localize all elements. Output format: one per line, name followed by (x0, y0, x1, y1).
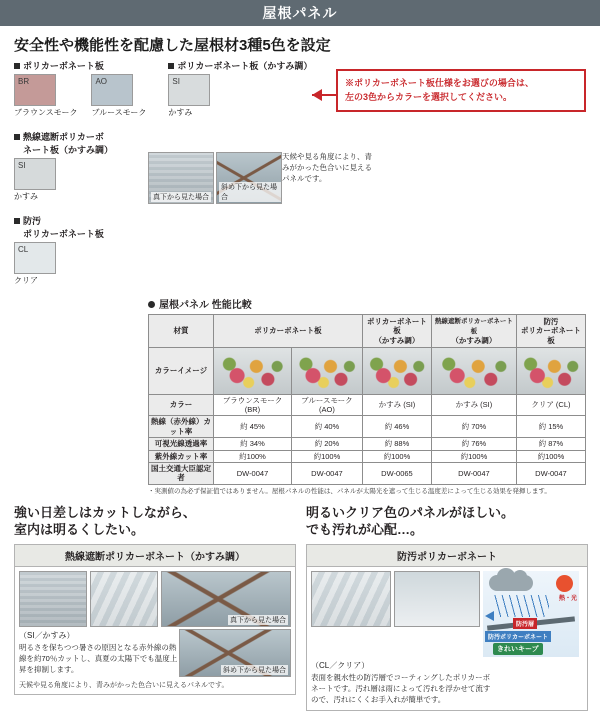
bottom-left-column (14, 504, 296, 711)
cell: 約100% (362, 450, 431, 462)
panel-antifoul (306, 544, 588, 711)
cell: 約 87% (516, 438, 585, 450)
cell: ブラウンスモーク (BR) (214, 394, 292, 416)
photo-under-view (148, 152, 214, 204)
panel-antifoul-title: 防汚ポリカーボネート (307, 545, 587, 567)
bottom-left-footnote: 天候や見る角度により、青みがかった色合いに見えるパネルです。 (19, 681, 229, 689)
swatch-label-si-1: かすみ (168, 108, 193, 117)
row-label-vis: 可視光線透過率 (149, 438, 214, 450)
swatch-color-br (14, 74, 56, 106)
photo-caption-under: 真下から見た場合 (153, 194, 209, 201)
row-label-image: カラーイメージ (149, 347, 214, 394)
row-label-cert: 国土交通大臣認定者 (149, 462, 214, 484)
cell: DW-0065 (362, 462, 431, 484)
th-material: 材質 (149, 315, 214, 348)
cell: 約 15% (516, 416, 585, 438)
note-box (336, 69, 586, 112)
row-label-uv: 紫外線カット率 (149, 450, 214, 462)
photo-slant-view (216, 152, 282, 204)
flower-photo (214, 348, 291, 394)
antifoul-layer-label: 防汚層 (513, 618, 537, 629)
swatch-code-cl: CL (18, 245, 29, 254)
flow-arrow-icon (485, 611, 494, 621)
cell: DW-0047 (214, 462, 292, 484)
bottom-left-color-label: （SI／かすみ） (19, 630, 75, 640)
sun-label: 熱・光 (558, 595, 577, 602)
bullet-square-icon (168, 63, 174, 69)
group-heatcut-title: 熱線遮断ポリカーボ ネート板（かすみ調） (14, 130, 314, 156)
group-antifoul-title: 防汚 ポリカーボネート板 (14, 214, 314, 240)
thumb-texture (90, 571, 158, 627)
cell: 約 76% (431, 438, 516, 450)
photo-strip (148, 152, 282, 204)
flower-photo (363, 348, 431, 394)
cell: 約 40% (291, 416, 362, 438)
thumb-caption-under: 真下から見た場合 (230, 616, 286, 624)
cell: 約100% (431, 450, 516, 462)
bottom-right-column (306, 504, 588, 711)
cell: ブルースモーク (AO) (291, 394, 362, 416)
cell: かすみ (SI) (362, 394, 431, 416)
note-line-1: ※ポリカーボネート板仕様をお選びの場合は、 (345, 78, 534, 88)
photo-sidenote: 天候や見る角度により、青みがかった色合いに見えるパネルです。 (282, 152, 372, 183)
swatch-ao (91, 74, 146, 118)
th-poly-kasumi: ポリカーボネート板 （かすみ調） (362, 315, 431, 348)
flower-photo (517, 348, 585, 394)
cell: 約 20% (291, 438, 362, 450)
swatch-code-si-1: SI (172, 77, 180, 86)
cell: 約 88% (362, 438, 431, 450)
cell: 約 34% (214, 438, 292, 450)
cell: DW-0047 (516, 462, 585, 484)
th-antifoul: 防汚 ポリカーボネート板 (516, 315, 585, 348)
note-line-2: 左の3色からカラーを選択してください。 (345, 91, 513, 102)
cell: 約100% (291, 450, 362, 462)
table-row (149, 450, 586, 462)
panel-heatcut (14, 544, 296, 695)
comparison-table (148, 314, 586, 485)
photo-caption-slant: 斜め下から見た場合 (219, 182, 281, 202)
thumb-roof-under (161, 571, 291, 627)
bullet-square-icon (14, 134, 20, 140)
cell: クリア (CL) (516, 394, 585, 416)
thumb-clear-roof (394, 571, 480, 627)
swatch-color-cl (14, 242, 56, 274)
flower-photo (292, 348, 362, 394)
flower-photo (432, 348, 516, 394)
cell-image-5 (516, 347, 585, 394)
cell: 約 46% (362, 416, 431, 438)
bottom-sections (0, 496, 600, 711)
antifoul-panel-label: 防汚ポリカーボネート (485, 631, 551, 642)
cell-image-1 (214, 347, 292, 394)
thumb-close-up (19, 571, 87, 627)
swatch-cl (14, 242, 314, 286)
group-poly-kasumi (168, 59, 312, 118)
table-row (149, 416, 586, 438)
table-header-row (149, 315, 586, 348)
antifoul-illustration (483, 571, 579, 657)
group-antifoul (14, 214, 314, 286)
cloud-icon (489, 575, 533, 591)
table-row (149, 394, 586, 416)
page-title: 屋根パネル (262, 5, 338, 21)
sun-icon (556, 575, 573, 592)
cell: 約100% (214, 450, 292, 462)
cell: 約100% (516, 450, 585, 462)
thumb-caption-slant: 斜め下から見た場合 (223, 666, 286, 674)
thumb-roof-slant (179, 629, 291, 677)
table-footnote: ・実測値の為必ず保証值ではありません。屋根パネルの性能は、パネルが太陽光を遮って生じる温度差によって生じる効果を発揮します。 (148, 487, 551, 495)
table-row (149, 462, 586, 484)
arrow-line (312, 94, 338, 96)
group-poly-title: ポリカーボネート板 (14, 59, 146, 72)
bottom-right-body: （CL／クリア） 表面を親水性の防汚層でコーティングしたポリカーボネートです。汚れ層は雨によって汚れを浮かせて流すので、汚れにくくお手入れが簡単です。 (311, 660, 583, 706)
bottom-right-color-label: （CL／クリア） (311, 660, 370, 670)
cell-image-2 (291, 347, 362, 394)
row-label-ir: 熱線（赤外線）カット率 (149, 416, 214, 438)
swatch-color-si-2 (14, 158, 56, 190)
th-poly: ポリカーボネート板 (214, 315, 363, 348)
bullet-square-icon (14, 63, 20, 69)
row-label-color: カラー (149, 394, 214, 416)
panel-heatcut-thumbs (19, 571, 291, 627)
cell-image-3 (362, 347, 431, 394)
table-title: 屋根パネル 性能比較 (148, 296, 600, 311)
panel-heatcut-title: 熱線遮断ポリカーボネート（かすみ調） (15, 545, 295, 567)
swatch-label-ao: ブルースモーク (91, 108, 147, 117)
bottom-left-heading: 強い日差しはカットしながら、 室内は明るくしたい。 (14, 504, 196, 538)
swatch-color-si-1 (168, 74, 210, 106)
table-image-row (149, 347, 586, 394)
bottom-right-heading: 明るいクリア色のパネルがほしい。 でも汚れが心配…。 (306, 504, 515, 538)
table-row (149, 438, 586, 450)
swatch-color-ao (91, 74, 133, 106)
group-poly (14, 59, 146, 118)
swatch-br (14, 74, 77, 118)
swatch-code-si-2: SI (18, 161, 26, 170)
bullet-square-icon (14, 218, 20, 224)
group-poly-kasumi-title: ポリカーボネート板（かすみ調） (168, 59, 312, 72)
bullet-dot-icon (148, 301, 155, 308)
cell: かすみ (SI) (431, 394, 516, 416)
cell: DW-0047 (291, 462, 362, 484)
headline: 安全性や機能性を配慮した屋根材3種5色を設定 (14, 37, 331, 54)
cell-image-4 (431, 347, 516, 394)
swatch-si-1 (168, 74, 312, 118)
cell: 約 45% (214, 416, 292, 438)
bottom-left-body: （SI／かすみ） 明るさを保ちつつ暑さの原因となる赤外線の熱線を約70％カットし、真夏の太陽下でも温度上昇を抑制します。 (19, 630, 178, 675)
page-header (0, 0, 600, 26)
th-heatcut: 熱線遮断ポリカーボネート板 （かすみ調） (431, 315, 516, 348)
swatch-code-ao: AO (95, 77, 108, 86)
swatch-label-cl: クリア (14, 276, 38, 285)
swatch-label-br: ブラウンスモーク (14, 108, 78, 117)
swatch-code-br: BR (18, 77, 30, 86)
thumb-clear-panel (311, 571, 391, 627)
rain-icon (493, 595, 549, 617)
cell: DW-0047 (431, 462, 516, 484)
panel-antifoul-thumbs (311, 571, 583, 657)
keep-clean-label: きれいキープ (493, 643, 543, 655)
cell: 約 70% (431, 416, 516, 438)
swatch-label-si-2: かすみ (14, 192, 38, 201)
